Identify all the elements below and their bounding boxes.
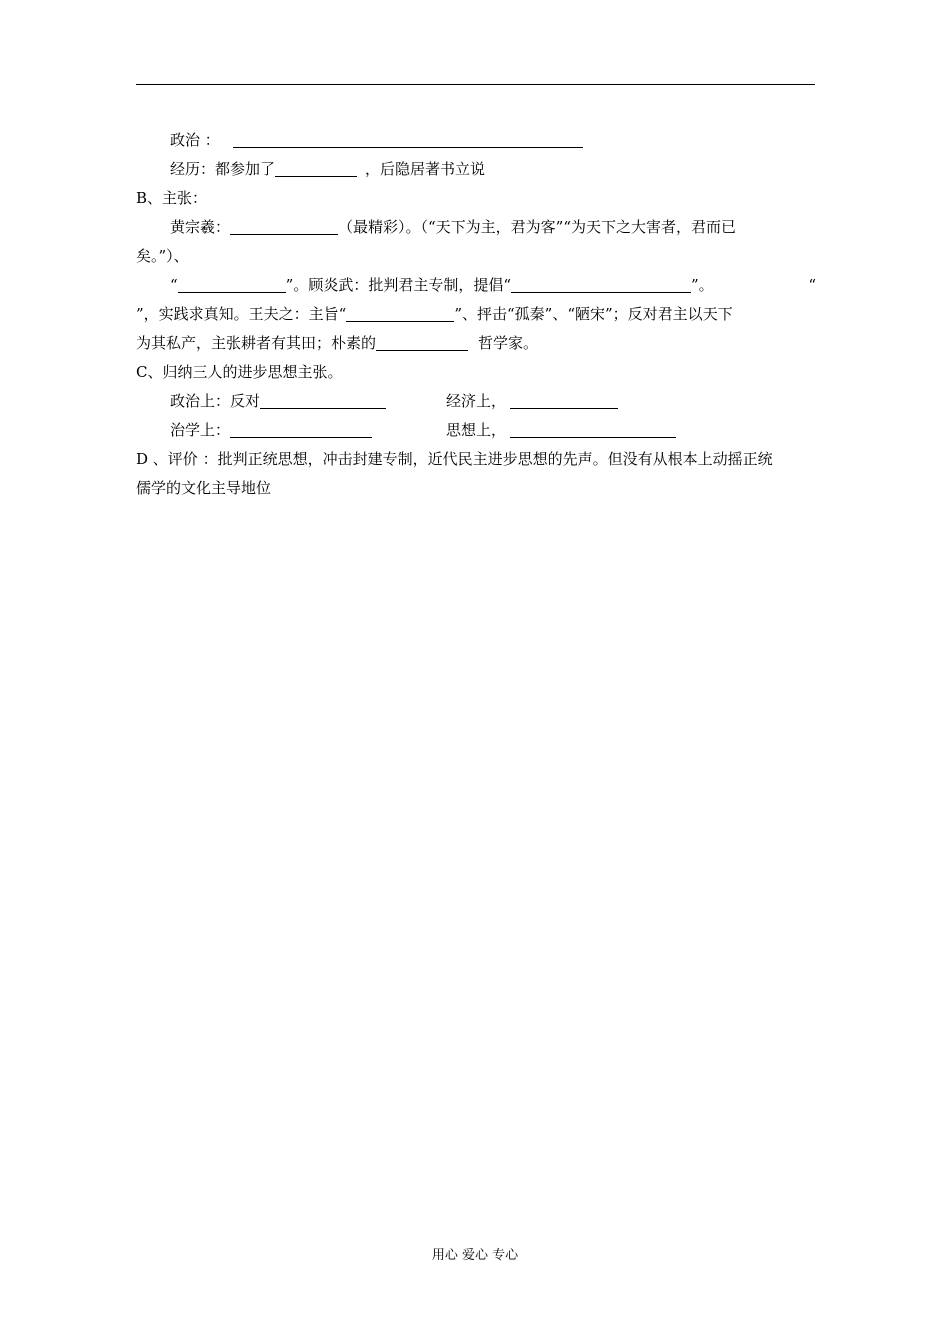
c-economy-blank[interactable] <box>510 391 618 409</box>
experience-blank[interactable] <box>275 159 357 177</box>
c-scholarship-blank[interactable] <box>230 420 372 438</box>
gu-mid: ”。顾炎武：批判君主专制，提倡“ <box>285 276 512 294</box>
section-c-heading: C、归纳三人的进步思想主张。 <box>136 363 343 381</box>
c-row-2 <box>136 416 816 445</box>
huang-label: 黄宗羲： <box>170 218 231 236</box>
politics-line <box>136 126 816 155</box>
wang-line-1 <box>136 300 816 329</box>
wang-line2-start: 为其私产，主张耕者有其田；朴素的 <box>136 334 377 352</box>
header-rule <box>136 84 815 85</box>
gu-tail-quote: “ <box>808 276 816 294</box>
gu-open-quote: “ <box>170 276 178 294</box>
c-thought-label: 思想上， <box>446 421 507 439</box>
section-b-heading: B、主张： <box>136 189 208 207</box>
experience-line <box>136 155 816 184</box>
wang-end: ”、抨击“孤秦”、“陋宋”；反对君主以天下 <box>454 305 733 323</box>
document-body <box>136 126 816 503</box>
wang-blank-1[interactable] <box>346 304 454 322</box>
wang-line2-end: 哲学家。 <box>478 334 539 352</box>
c-politics-label: 政治上：反对 <box>170 392 261 410</box>
huang-blank[interactable] <box>230 217 338 235</box>
c-economy-label: 经济上， <box>446 392 507 410</box>
page-footer: 用心 爱心 专心 <box>431 1248 519 1263</box>
c-politics-blank[interactable] <box>260 391 386 409</box>
experience-label: 经历：都参加了 <box>170 160 276 178</box>
wang-line-2 <box>136 329 816 358</box>
section-d-line-1: D 、评价 ：批判正统思想，冲击封建专制，近代民主进步思想的先声。但没有从根本上动摇正统 <box>136 450 773 468</box>
c-thought-blank[interactable] <box>510 420 676 438</box>
c-row-1 <box>136 387 816 416</box>
politics-blank[interactable] <box>233 130 583 148</box>
wang-start: ”，实践求真知。王夫之：主旨“ <box>136 305 347 323</box>
politics-label: 政治 ： <box>170 131 220 149</box>
gu-line <box>136 271 816 300</box>
c-scholarship-label: 治学上： <box>170 421 231 439</box>
wang-blank-2[interactable] <box>376 333 468 351</box>
huang-after: （最精彩）。（“天下为主，君为客”“为天下之大害者，君而已 <box>338 218 737 236</box>
huang-line <box>136 213 816 242</box>
gu-blank-1[interactable] <box>178 275 286 293</box>
huang-continuation: 矣。”）、 <box>136 247 189 265</box>
gu-end: ”。 <box>691 276 714 294</box>
section-d-line-2: 儒学的文化主导地位 <box>136 479 272 497</box>
gu-blank-2[interactable] <box>511 275 691 293</box>
experience-after: ，后隐居著书立说 <box>365 160 486 178</box>
